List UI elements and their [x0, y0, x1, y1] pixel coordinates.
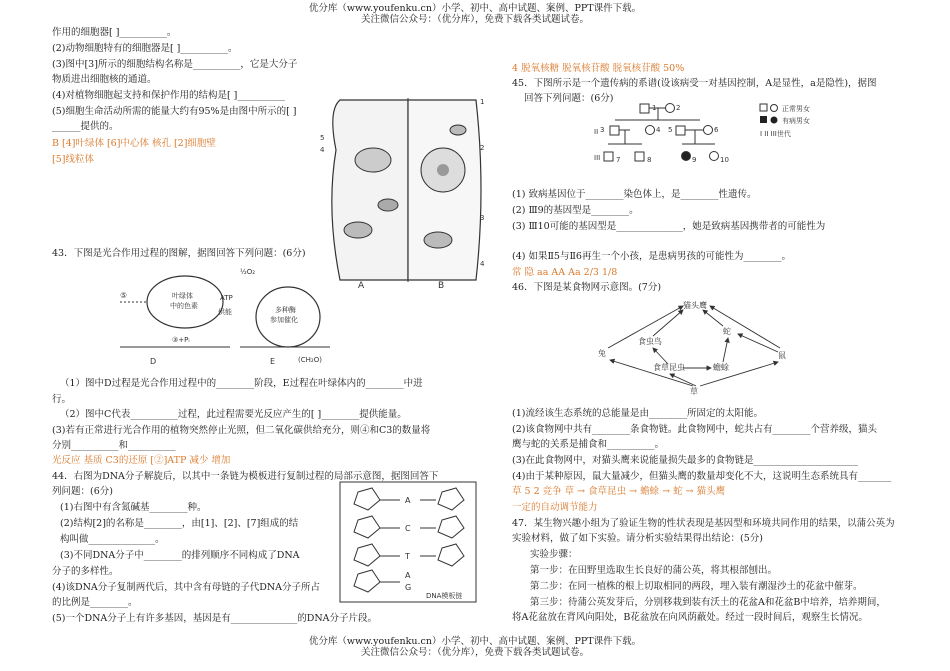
svg-text:4: 4: [480, 260, 485, 268]
svg-text:9: 9: [692, 156, 697, 164]
footer-line-2: 关注微信公众号：（优分库），免费下载各类试题试卷。: [360, 647, 589, 658]
dna-template-label: DNA模板链: [426, 592, 463, 600]
q43-line-3: （2）图中C代表__________过程，此过程需要光反应产生的[ ]________提供能量。: [60, 409, 407, 420]
q47-line-2: 实验材料，做了如下实验。请分析实验结果得出结论：(5分): [512, 533, 763, 544]
svg-text:1: 1: [480, 98, 485, 106]
q44-line-7: 分子的多样性。: [52, 566, 119, 577]
svg-text:E: E: [270, 357, 276, 366]
header-line-1: 优分库（www.youfenku.cn）小学、初中、高中试题、案例、PPT课件下载。: [308, 3, 642, 14]
svg-text:⑤: ⑤: [120, 291, 128, 300]
svg-text:5: 5: [320, 134, 325, 142]
q45-q3: (3) Ⅲ10可能的基因型是______________，她是致病基因携带者的可能性为: [512, 221, 826, 232]
svg-text:D: D: [150, 357, 157, 366]
q45-answer: 常 隐 aa AA Aa 2/3 1/8: [512, 267, 618, 278]
q46-q3: (3)在此食物网中，对猫头鹰来说能量损失最多的食物链是______________________: [512, 455, 858, 466]
svg-text:4: 4: [320, 146, 325, 154]
node-insect: 食草昆虫: [653, 363, 685, 372]
q43-line-4: (3)若有正常进行光合作用的植物突然停止光照，但二氧化碳供给充分，则④和C3的数量将: [52, 425, 431, 436]
q45-q2: (2) Ⅲ9的基因型是________。: [512, 205, 639, 216]
q46-q4: (4)由于某种原因，鼠大量减少，但猫头鹰的数量却变化不大，这说明生态系统具有_______: [512, 471, 892, 482]
q45-line-2: 回答下列问题：(6分): [524, 93, 614, 104]
svg-text:½O₂: ½O₂: [240, 268, 256, 276]
q43-line-5: 分别__________和__________: [52, 440, 176, 451]
cell-diagram: [318, 90, 488, 290]
svg-text:多种酶: 多种酶: [275, 306, 296, 314]
pedigree-diagram: [590, 100, 850, 180]
q43-title: 43．下图是光合作用过程的图解，据图回答下列问题：(6分): [52, 248, 306, 259]
photosynthesis-diagram: [120, 262, 330, 372]
svg-text:③+Pᵢ: ③+Pᵢ: [172, 336, 190, 344]
q47-line-6: 第三步：待蒲公英发芽后，分别移栽到装有沃土的花盆A和花盆B中培养，培养期间，: [530, 597, 886, 608]
q44-line-8: (4)该DNA分子复制两代后，其中含有母链的子代DNA分子所占: [52, 582, 321, 593]
legend-affected: 有病男女: [782, 117, 810, 125]
q42-line-7: ______提供的。: [52, 121, 119, 132]
q45-line-1: 45．下图所示是一个遗传病的系谱(设该病受一对基因控制，A是显性，a是隐性)，据图: [512, 78, 877, 89]
svg-text:(CH₂O): (CH₂O): [298, 356, 322, 364]
q44-line-2: 列问题：(6分): [52, 486, 113, 497]
q47-line-3: 实验步骤：: [530, 549, 578, 560]
svg-text:2: 2: [676, 104, 681, 112]
foodweb-diagram: [598, 298, 798, 398]
legend-generations: I II III世代: [760, 130, 791, 138]
q43-line-2: 行。: [52, 394, 72, 405]
svg-text:10: 10: [720, 156, 729, 164]
svg-text:B: B: [438, 281, 445, 290]
q44-line-4: (2)结构[2]的名称是________，由[1]、[2]、[7]组成的结: [60, 518, 299, 529]
q43-answer: 光反应 基质 C3的还原 [②]ATP 减少 增加: [52, 455, 231, 466]
svg-text:7: 7: [616, 156, 621, 164]
svg-text:8: 8: [647, 156, 652, 164]
dna-base-2: C: [405, 524, 411, 533]
q44-line-5: 构叫做______________。: [60, 534, 165, 545]
svg-text:A: A: [358, 281, 365, 290]
node-grass: 草: [690, 387, 698, 396]
q42-line-6: (5)细胞生命活动所需的能量大约有95%是由图中所示的[ ]: [52, 106, 297, 117]
page-footer: [0, 636, 950, 658]
q42-line-4: 物质进出细胞核的通道。: [52, 74, 157, 85]
q42-line-5: (4)对植物细胞起支持和保护作用的结构是[ ]__________: [52, 90, 285, 101]
dna-diagram: [338, 480, 478, 605]
q46-answer-1: 草 5 2 竞争 草 → 食草昆虫 → 蟾蜍 → 蛇 → 猫头鹰: [512, 486, 726, 497]
q46-q1: (1)流经该生态系统的总能量是由________所固定的太阳能。: [512, 408, 763, 419]
svg-text:中的色素: 中的色素: [170, 302, 198, 310]
header-line-2: 关注微信公众号：（优分库），免费下载各类试题试卷。: [360, 14, 589, 25]
footer-line-1: 优分库（www.youfenku.cn）小学、初中、高中试题、案例、PPT课件下载。: [308, 636, 642, 647]
q47-line-7: 将A花盆放在背风向阳处，B花盆放在向风荫蔽处。经过一段时间后，观察生长情况。: [512, 612, 868, 623]
q44-line-3: (1)右图中有含氮碱基________种。: [60, 502, 207, 513]
q45-q4: (4) 如果Ⅱ5与Ⅱ6再生一个小孩，是患病男孩的可能性为________。: [512, 251, 791, 262]
dna-base-3: T: [405, 552, 410, 561]
dna-base-5: G: [405, 583, 412, 592]
q42-line-3: (3)图中[3]所示的细胞结构名称是__________，它是大分子: [52, 59, 298, 70]
svg-text:供能: 供能: [218, 308, 232, 316]
svg-text:ATP: ATP: [220, 294, 233, 302]
node-mouse: 鼠: [778, 351, 786, 360]
svg-text:3: 3: [600, 126, 605, 134]
q44-line-10: (5)一个DNA分子上有许多基因，基因是有______________的DNA分子片段。: [52, 613, 378, 624]
node-owl: 猫头鹰: [683, 301, 707, 310]
q46-answer-2: 一定的自动调节能力: [512, 502, 598, 513]
svg-text:叶绿体: 叶绿体: [172, 292, 193, 300]
node-rabbit: 兔: [598, 349, 606, 358]
node-snake: 蛇: [723, 327, 731, 336]
q44-line-1: 44．右图为DNA分子解旋后，以其中一条链为模板进行复制过程的局部示意图，据图回答下: [52, 471, 439, 482]
q46-q2: (2)该食物网中共有________条食物链。此食物网中，蛇共占有________个营养级，猫头: [512, 424, 877, 435]
legend-normal: 正常男女: [782, 105, 810, 113]
svg-text:参加催化: 参加催化: [270, 316, 298, 324]
q44-line-6: (3)不同DNA分子中________的排列顺序不同构成了DNA: [60, 550, 300, 561]
q42-answer-2: [5]线粒体: [52, 154, 94, 165]
svg-text:1: 1: [652, 104, 657, 112]
svg-text:3: 3: [480, 214, 485, 222]
dna-base-1: A: [405, 496, 411, 505]
node-bird: 食虫鸟: [638, 337, 662, 346]
q43-line-1: （1）图中D过程是光合作用过程中的________阶段，E过程在叶绿体内的________中进: [60, 378, 423, 389]
q46-title: 46．下图是某食物网示意图。(7分): [512, 282, 662, 293]
svg-text:6: 6: [714, 126, 719, 134]
q47-line-4: 第一步：在田野里选取生长良好的蒲公英，将其根部刨出。: [530, 565, 778, 576]
dna-base-4: A: [405, 571, 411, 580]
svg-text:2: 2: [480, 144, 485, 152]
page-header: [0, 3, 950, 25]
q42-line-1: 作用的细胞器[ ]__________。: [52, 27, 177, 38]
svg-text:III: III: [594, 154, 601, 162]
q42-line-2: (2)动物细胞特有的细胞器是[ ]__________。: [52, 43, 238, 54]
q46-q2b: 鹰与蛇的关系是捕食和__________。: [512, 439, 665, 450]
svg-text:II: II: [594, 128, 599, 136]
q47-line-1: 47．某生物兴趣小组为了验证生物的性状表现是基因型和环境共同作用的结果，以蒲公英为: [512, 518, 895, 529]
node-toad: 蟾蜍: [713, 363, 729, 372]
svg-text:4: 4: [656, 126, 661, 134]
q42-answer-1: B [4]叶绿体 [6]中心体 核孔 [2]细胞壁: [52, 138, 216, 149]
svg-text:5: 5: [668, 126, 673, 134]
top-answer: 4 脱氧核糖 脱氧核苷酸 脱氧核苷酸 50%: [512, 63, 685, 74]
q45-q1: (1) 致病基因位于________染色体上，是________性遗传。: [512, 189, 757, 200]
q47-line-5: 第二步：在同一植株的根上切取相同的两段，埋入装有潮湿沙土的花盆中催芽。: [530, 581, 863, 592]
q44-line-9: 的比例是________。: [52, 597, 138, 608]
